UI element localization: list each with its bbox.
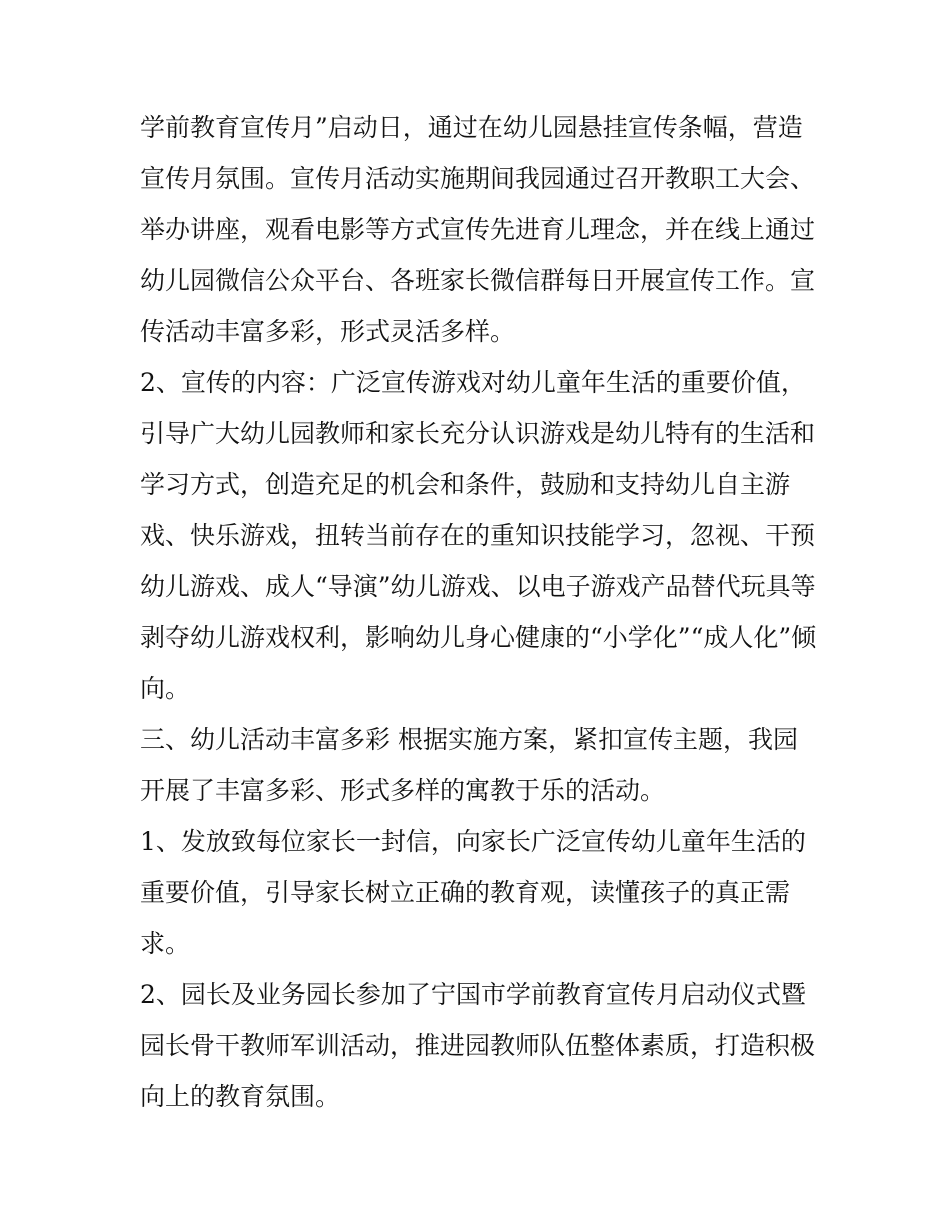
- text-line: 宣传月氛围。宣传月活动实施期间我园通过召开教职工大会、: [140, 164, 816, 193]
- text-line: 1、发放致每位家长一封信，向家长广泛宣传幼儿童年生活的: [140, 827, 806, 856]
- text-line: 开展了丰富多彩、形式多样的寓教于乐的活动。: [140, 776, 666, 805]
- text-line: 向。: [140, 674, 191, 703]
- text-line: 学前教育宣传月”启动日，通过在幼儿园悬挂宣传条幅，营造: [140, 113, 803, 142]
- text-line: 园长骨干教师军训活动，推进园教师队伍整体素质，打造积极: [140, 1031, 816, 1060]
- text-line: 幼儿园微信公众平台、各班家长微信群每日开展宣传工作。宣: [140, 266, 816, 295]
- text-line: 2、宣传的内容：广泛宣传游戏对幼儿童年生活的重要价值，: [140, 368, 806, 397]
- text-line: 戏、快乐游戏，扭转当前存在的重知识技能学习，忽视、干预: [140, 521, 816, 550]
- text-line: 剥夺幼儿游戏权利，影响幼儿身心健康的“小学化”“成人化”倾: [140, 623, 817, 652]
- text-line: 向上的教育氛围。: [140, 1082, 341, 1111]
- text-line: 传活动丰富多彩，形式灵活多样。: [140, 317, 516, 346]
- text-line: 引导广大幼儿园教师和家长充分认识游戏是幼儿特有的生活和: [140, 419, 816, 448]
- text-line: 举办讲座，观看电影等方式宣传先进育儿理念，并在线上通过: [140, 215, 816, 244]
- text-line: 幼儿游戏、成人“导演”幼儿游戏、以电子游戏产品替代玩具等: [140, 572, 816, 601]
- text-line: 重要价值，引导家长树立正确的教育观，读懂孩子的真正需: [140, 878, 791, 907]
- text-line: 三、幼儿活动丰富多彩 根据实施方案，紧扣宣传主题，我园: [140, 725, 798, 754]
- text-line: 求。: [140, 929, 191, 958]
- text-line: 学习方式，创造充足的机会和条件，鼓励和支持幼儿自主游: [140, 470, 791, 499]
- text-line: 2、园长及业务园长参加了宁国市学前教育宣传月启动仪式暨: [140, 980, 806, 1009]
